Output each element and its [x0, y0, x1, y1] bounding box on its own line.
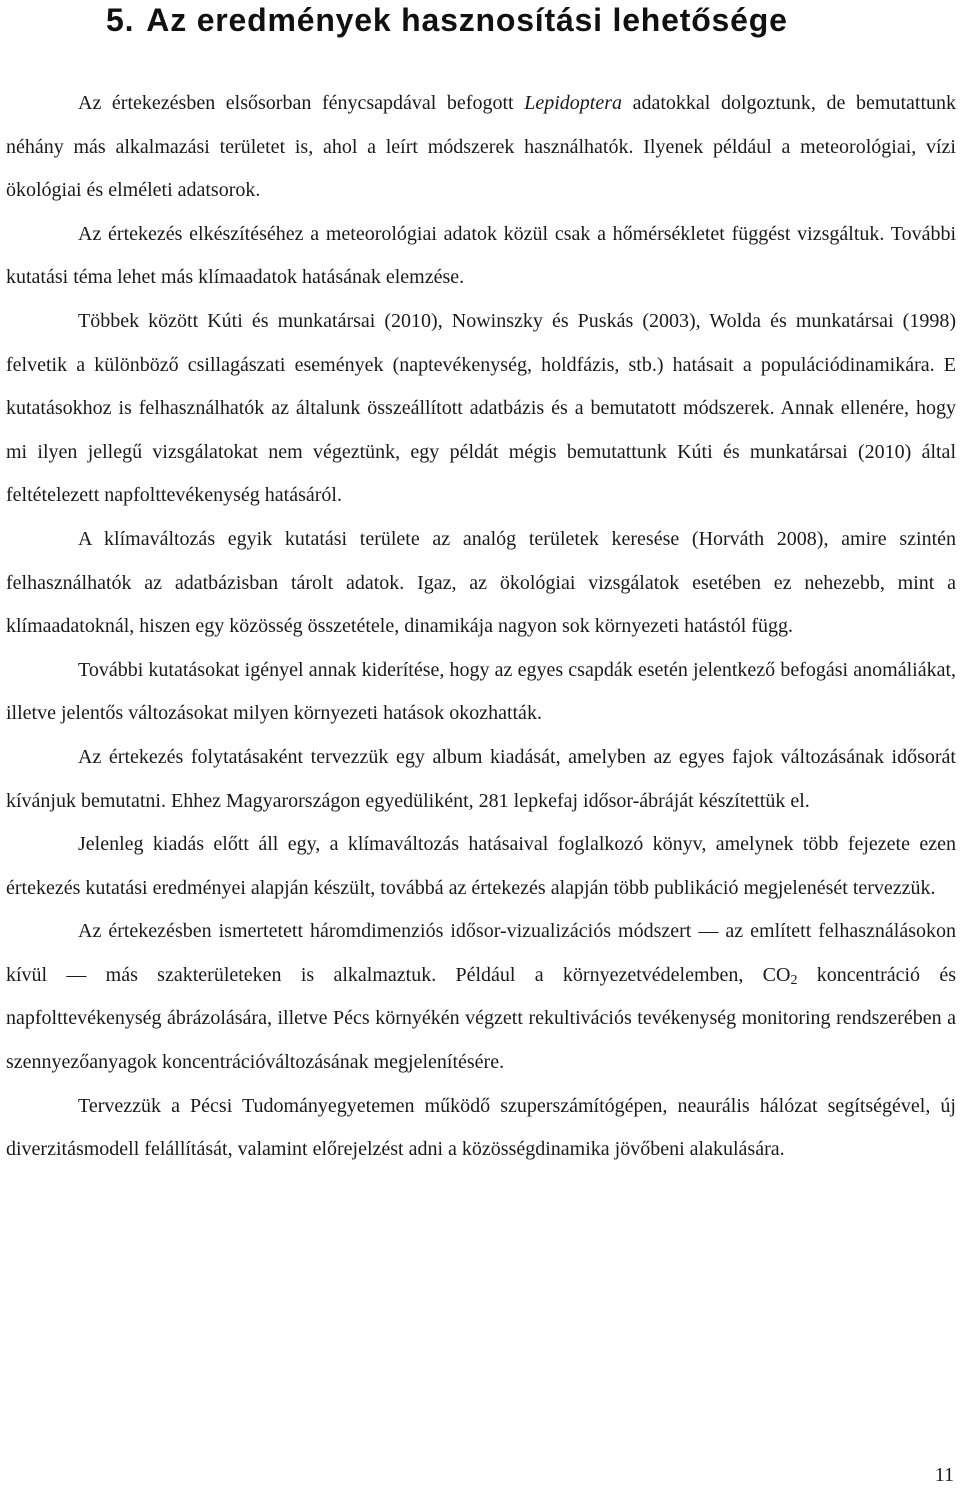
- co2-subscript: 2: [790, 972, 798, 988]
- paragraph-1-text-b: adatokkal dolgoztunk, de bemutattunk néhány más alkalmazási területet is, ahol a leírt módszerek használhatók. Ilyenek például a meteorológiai, vízi ökológiai és elméleti adatsorok.: [6, 92, 957, 202]
- paragraph-1-text-a: Az értekezésben elsősorban fénycsapdával befogott: [78, 92, 525, 114]
- paragraph-5: További kutatásokat igényel annak kiderítése, hogy az egyes csapdák esetén jelentkező befogási anomáliákat, illetve jelentős változásokat milyen környezeti hatások okozhatták.: [6, 658, 956, 725]
- section-heading: [106, 2, 788, 39]
- section-title: Az eredmények hasznosítási lehetősége: [146, 2, 788, 38]
- page-number: 11: [934, 1464, 954, 1486]
- paragraph-8-text-b: koncentráció és napfolttevékenység ábrázolására, illetve Pécs környékén végzett rekultivációs tevékenység monitoring rendszerében a szennyezőanyagok koncentrációváltozásának megjelenítésére.: [6, 963, 956, 1074]
- paragraph-9: Tervezzük a Pécsi Tudományegyetemen működő szuperszámítógépen, neaurális hálózat segítségével, új diverzitásmodell felállítását, valamint előrejelzést adni a közösségdinamika jövőbeni alakulására.: [6, 1094, 956, 1161]
- paragraph-7: Jelenleg kiadás előtt áll egy, a klímaváltozás hatásaival foglalkozó könyv, amelynek több fejezete ezen értekezés kutatási eredményei alapján készült, továbbá az értekezés alapján több publikáció megjelenését tervezzük.: [6, 833, 956, 899]
- paragraph-3: Többek között Kúti és munkatársai (2010), Nowinszky és Puskás (2003), Wolda és munkatársai (1998) felvetik a különböző csillagászati események (naptevékenység, holdfázis, stb.) hatásait a populációdinamikára. E kutatásokhoz is felhasználhatók az általunk összeállított adatbázis és a bemutatott módszerek. Annak ellenére, hogy mi ilyen jellegű vizsgálatokat nem végeztünk, egy példát mégis bemutattunk Kúti és munkatársai (2010) által feltételezett napfolttevékenység hatásáról.: [6, 309, 956, 507]
- paragraph-8-text-a: Az értekezésben ismertetett háromdimenziós idősor-vizualizációs módszert — az említett felhasználásokon kívül — más szakterületeken is alkalmaztuk. Például a környezetvédelemben, CO: [6, 920, 956, 986]
- paragraph-8: [6, 910, 956, 1084]
- paragraph-4: A klímaváltozás egyik kutatási területe az analóg területek keresése (Horváth 2008), amire szintén felhasználhatók az adatbázisban tárolt adatok. Igaz, az ökológiai vizsgálatok esetében ez nehezebb, mint a klímaadatoknál, hiszen egy közösség összetétele, dinamikája nagyon sok környezeti hatástól függ.: [6, 527, 956, 638]
- paragraph-6: Az értekezés folytatásaként tervezzük egy album kiadását, amelyben az egyes fajok változásának idősorát kívánjuk bemutatni. Ehhez Magyarországon egyedüliként, 281 lepkefaj idősor-ábráját készítettük el.: [6, 745, 956, 812]
- section-number: 5.: [106, 2, 135, 38]
- paragraph-1: [6, 82, 956, 213]
- body-text: [6, 82, 956, 1172]
- paragraph-1-italic-term: Lepidoptera: [524, 92, 622, 114]
- paragraph-2: Az értekezés elkészítéséhez a meteorológiai adatok közül csak a hőmérsékletet függést vizsgáltuk. További kutatási téma lehet más klímaadatok hatásának elemzése.: [6, 222, 956, 289]
